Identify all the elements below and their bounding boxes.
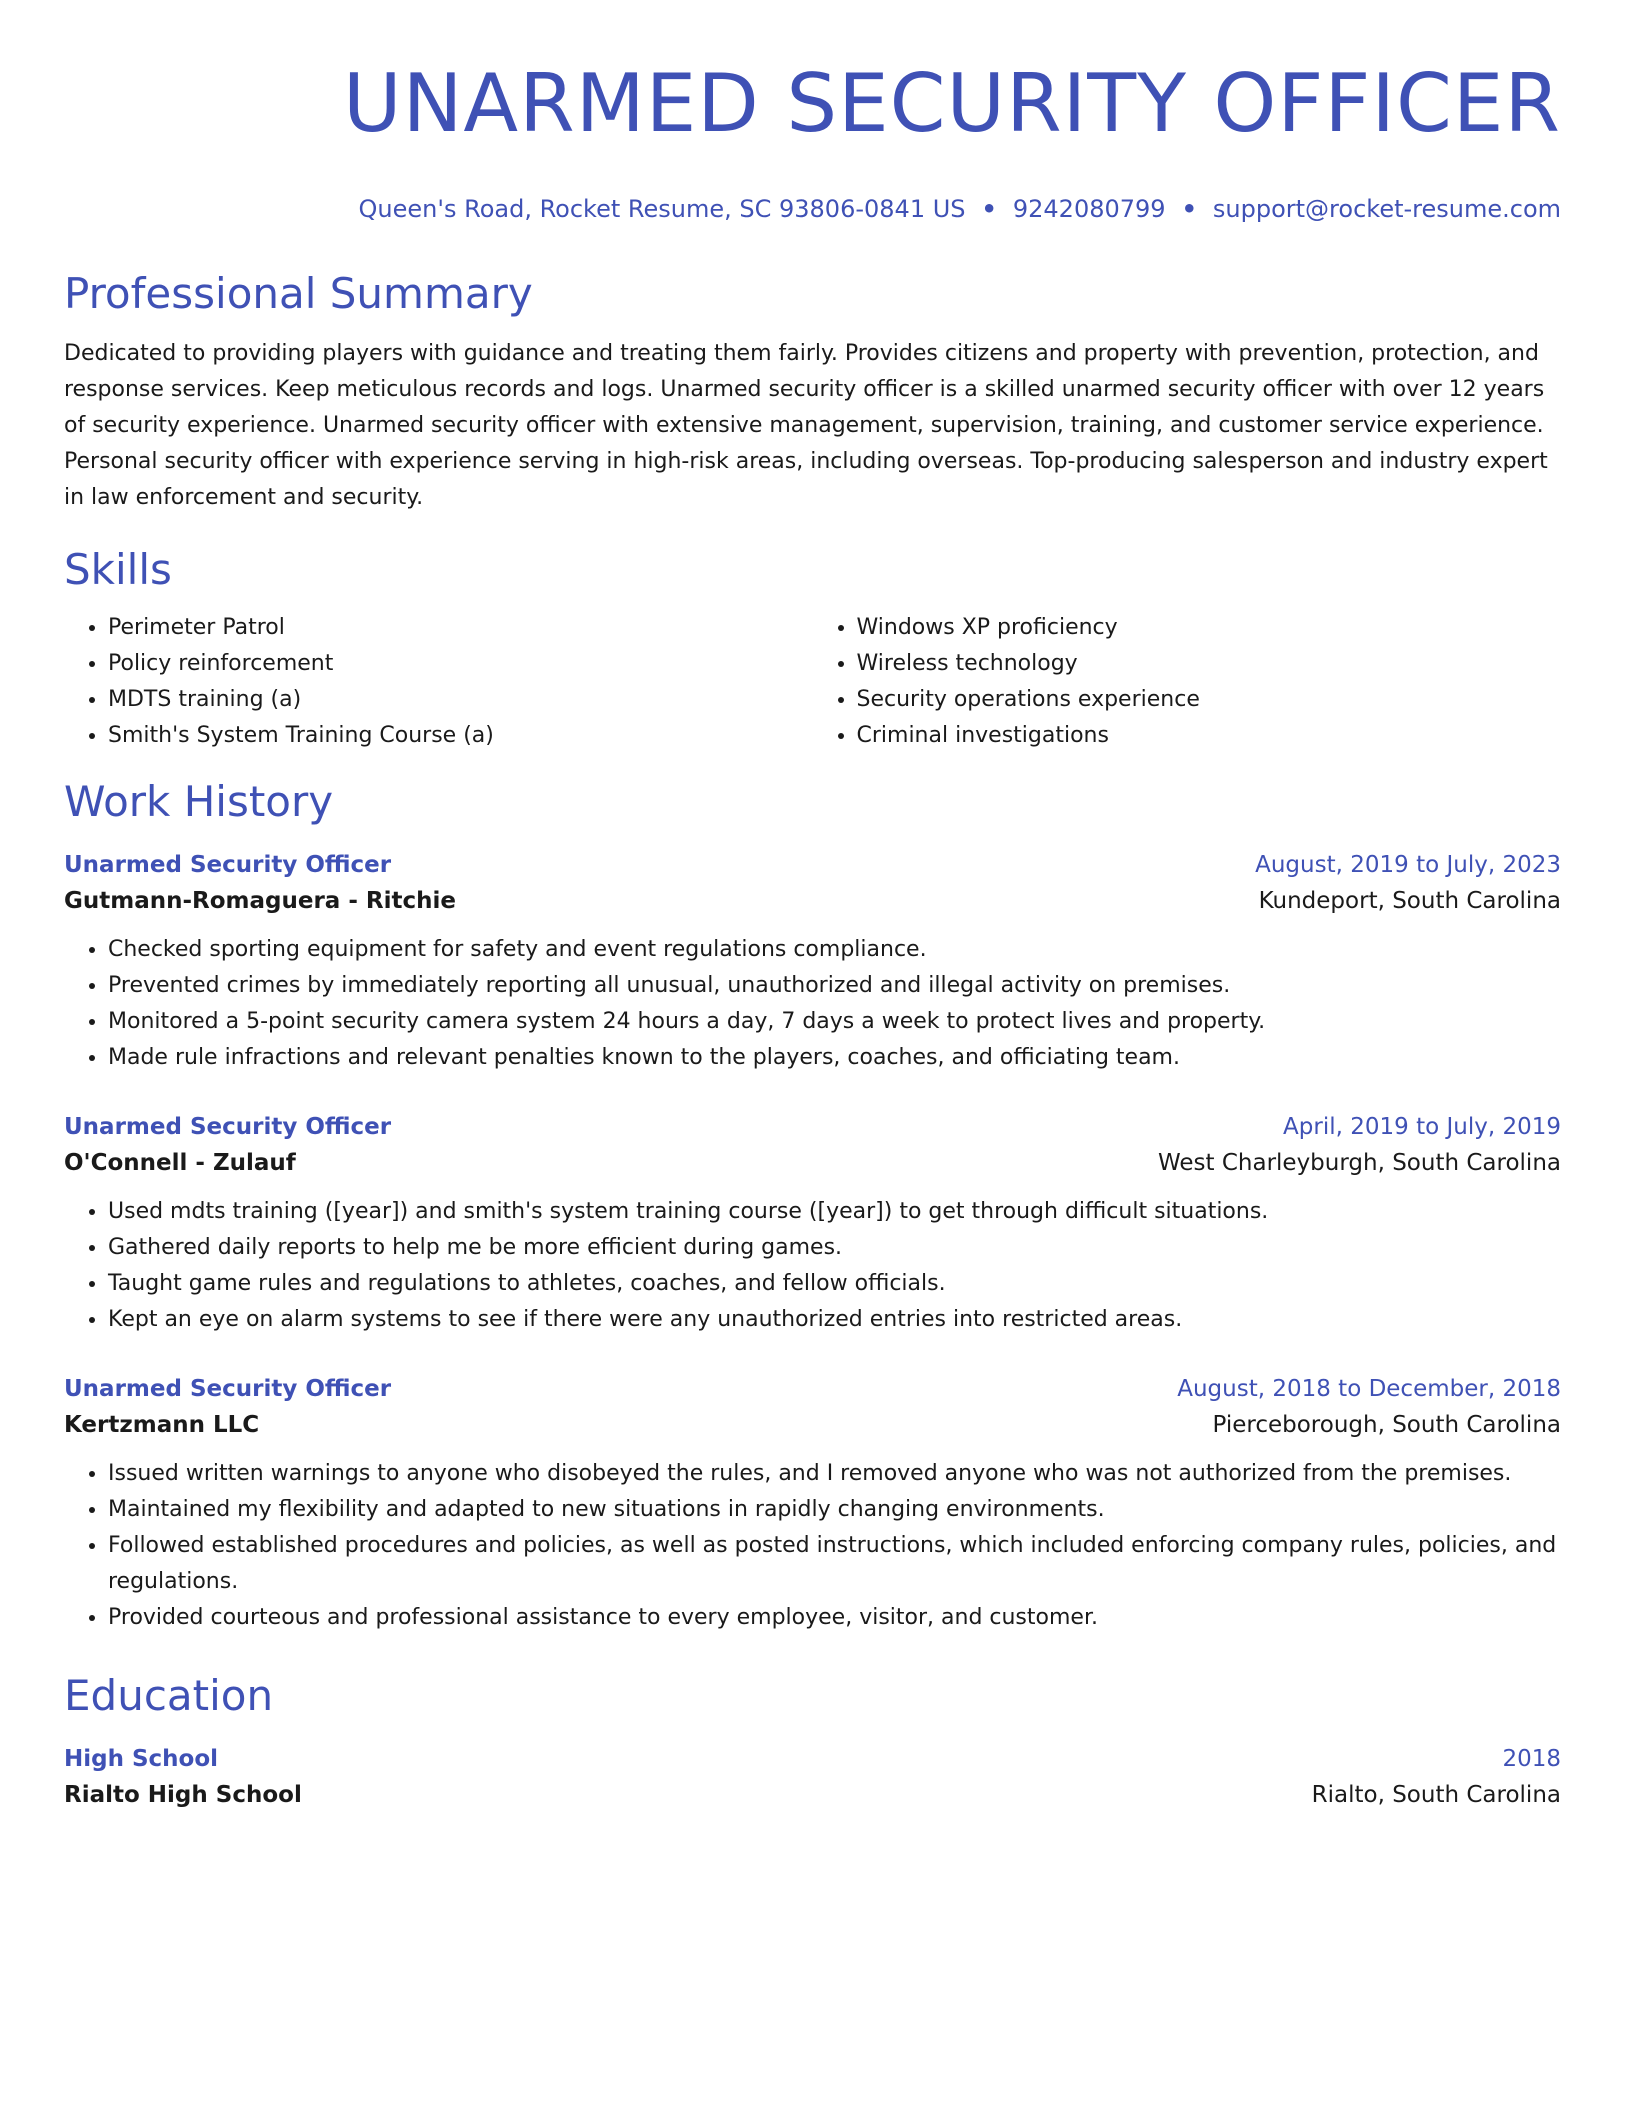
skill-item: • Smith's System Training Course (a) [108,718,813,754]
job-role: Unarmed Security Officer [64,852,392,878]
job-role: Unarmed Security Officer [64,1114,392,1140]
skill-item: • Criminal investigations [857,718,1562,754]
skill-item: • Perimeter Patrol [108,610,813,646]
email: support@rocket-resume.com [1212,195,1561,223]
education-degree: High School [64,1746,219,1772]
job-company: O'Connell - Zulauf [64,1150,296,1176]
job-location: Pierceborough, South Carolina [1212,1412,1561,1438]
job-dates: August, 2019 to July, 2023 [1255,852,1561,878]
job-bullet: • Used mdts training ([year]) and smith's system training course ([year]) to get through difficult situations. [108,1194,1561,1230]
job-bullet: • Issued written warnings to anyone who disobeyed the rules, and I removed anyone who was not authorized from the premises. [108,1456,1561,1492]
job-bullet: • Maintained my flexibility and adapted to new situations in rapidly changing environments. [108,1492,1561,1528]
job-bullet: • Taught game rules and regulations to athletes, coaches, and fellow officials. [108,1266,1561,1302]
skill-item: • Windows XP proficiency [857,610,1562,646]
job-company: Kertzmann LLC [64,1412,260,1438]
job-entry [64,1110,1561,1338]
job-bullet: • Made rule infractions and relevant penalties known to the players, coaches, and officiating team. [108,1040,1561,1076]
job-role: Unarmed Security Officer [64,1376,392,1402]
job-dates: August, 2018 to December, 2018 [1177,1376,1561,1402]
resume-page [64,0,1561,1814]
education-entry [64,1742,1561,1814]
contact-line [64,194,1561,224]
job-company: Gutmann-Romaguera - Ritchie [64,888,456,914]
candidate-name: UNARMED SECURITY OFFICER [343,57,1561,150]
phone: 9242080799 [1012,195,1166,223]
job-location: Kundeport, South Carolina [1258,888,1561,914]
education-school: Rialto High School [64,1782,302,1808]
job-entry [64,1372,1561,1636]
skills-list [64,610,1561,754]
skill-item: • MDTS training (a) [108,682,813,718]
skills-column-right [813,610,1562,754]
job-bullets [64,1456,1561,1636]
education-location: Rialto, South Carolina [1311,1782,1561,1808]
skills-column-left [64,610,813,754]
education-year: 2018 [1502,1746,1561,1772]
job-bullet: • Prevented crimes by immediately reporting all unusual, unauthorized and illegal activity on premises. [108,968,1561,1004]
separator-dot: • [981,195,997,223]
job-entry [64,848,1561,1076]
job-bullet: • Monitored a 5-point security camera system 24 hours a day, 7 days a week to protect lives and property. [108,1004,1561,1040]
job-location: West Charleyburgh, South Carolina [1157,1150,1561,1176]
section-title-skills: Skills [64,545,172,594]
job-bullets [64,932,1561,1076]
job-bullet: • Provided courteous and professional assistance to every employee, visitor, and customer. [108,1600,1561,1636]
skill-item: • Wireless technology [857,646,1562,682]
job-bullet: • Followed established procedures and policies, as well as posted instructions, which included enforcing company rules, policies, and regulations. [108,1528,1561,1600]
job-bullet: • Gathered daily reports to help me be more efficient during games. [108,1230,1561,1266]
summary-text: Dedicated to providing players with guidance and treating them fairly. Provides citizens and property with prevention, protection, and response services. Keep meticulous records and logs. Unarmed security officer is a skilled unarmed security officer with over 12 years of security experience. Unarmed security officer with extensive management, supervision, training, and customer service experience. Personal security officer with experience serving in high-risk areas, including overseas. Top-producing salesperson and industry expert in law enforcement and security. [64,341,1548,510]
separator-dot: • [1181,195,1197,223]
section-title-education: Education [64,1671,274,1720]
skill-item: • Policy reinforcement [108,646,813,682]
section-title-work-history: Work History [64,777,334,826]
section-title-summary: Professional Summary [64,269,533,318]
job-bullet: • Kept an eye on alarm systems to see if there were any unauthorized entries into restricted areas. [108,1302,1561,1338]
job-bullet: • Checked sporting equipment for safety and event regulations compliance. [108,932,1561,968]
job-dates: April, 2019 to July, 2019 [1283,1114,1561,1140]
job-bullets [64,1194,1561,1338]
address: Queen's Road, Rocket Resume, SC 93806-0841 US [358,195,966,223]
skill-item: • Security operations experience [857,682,1562,718]
